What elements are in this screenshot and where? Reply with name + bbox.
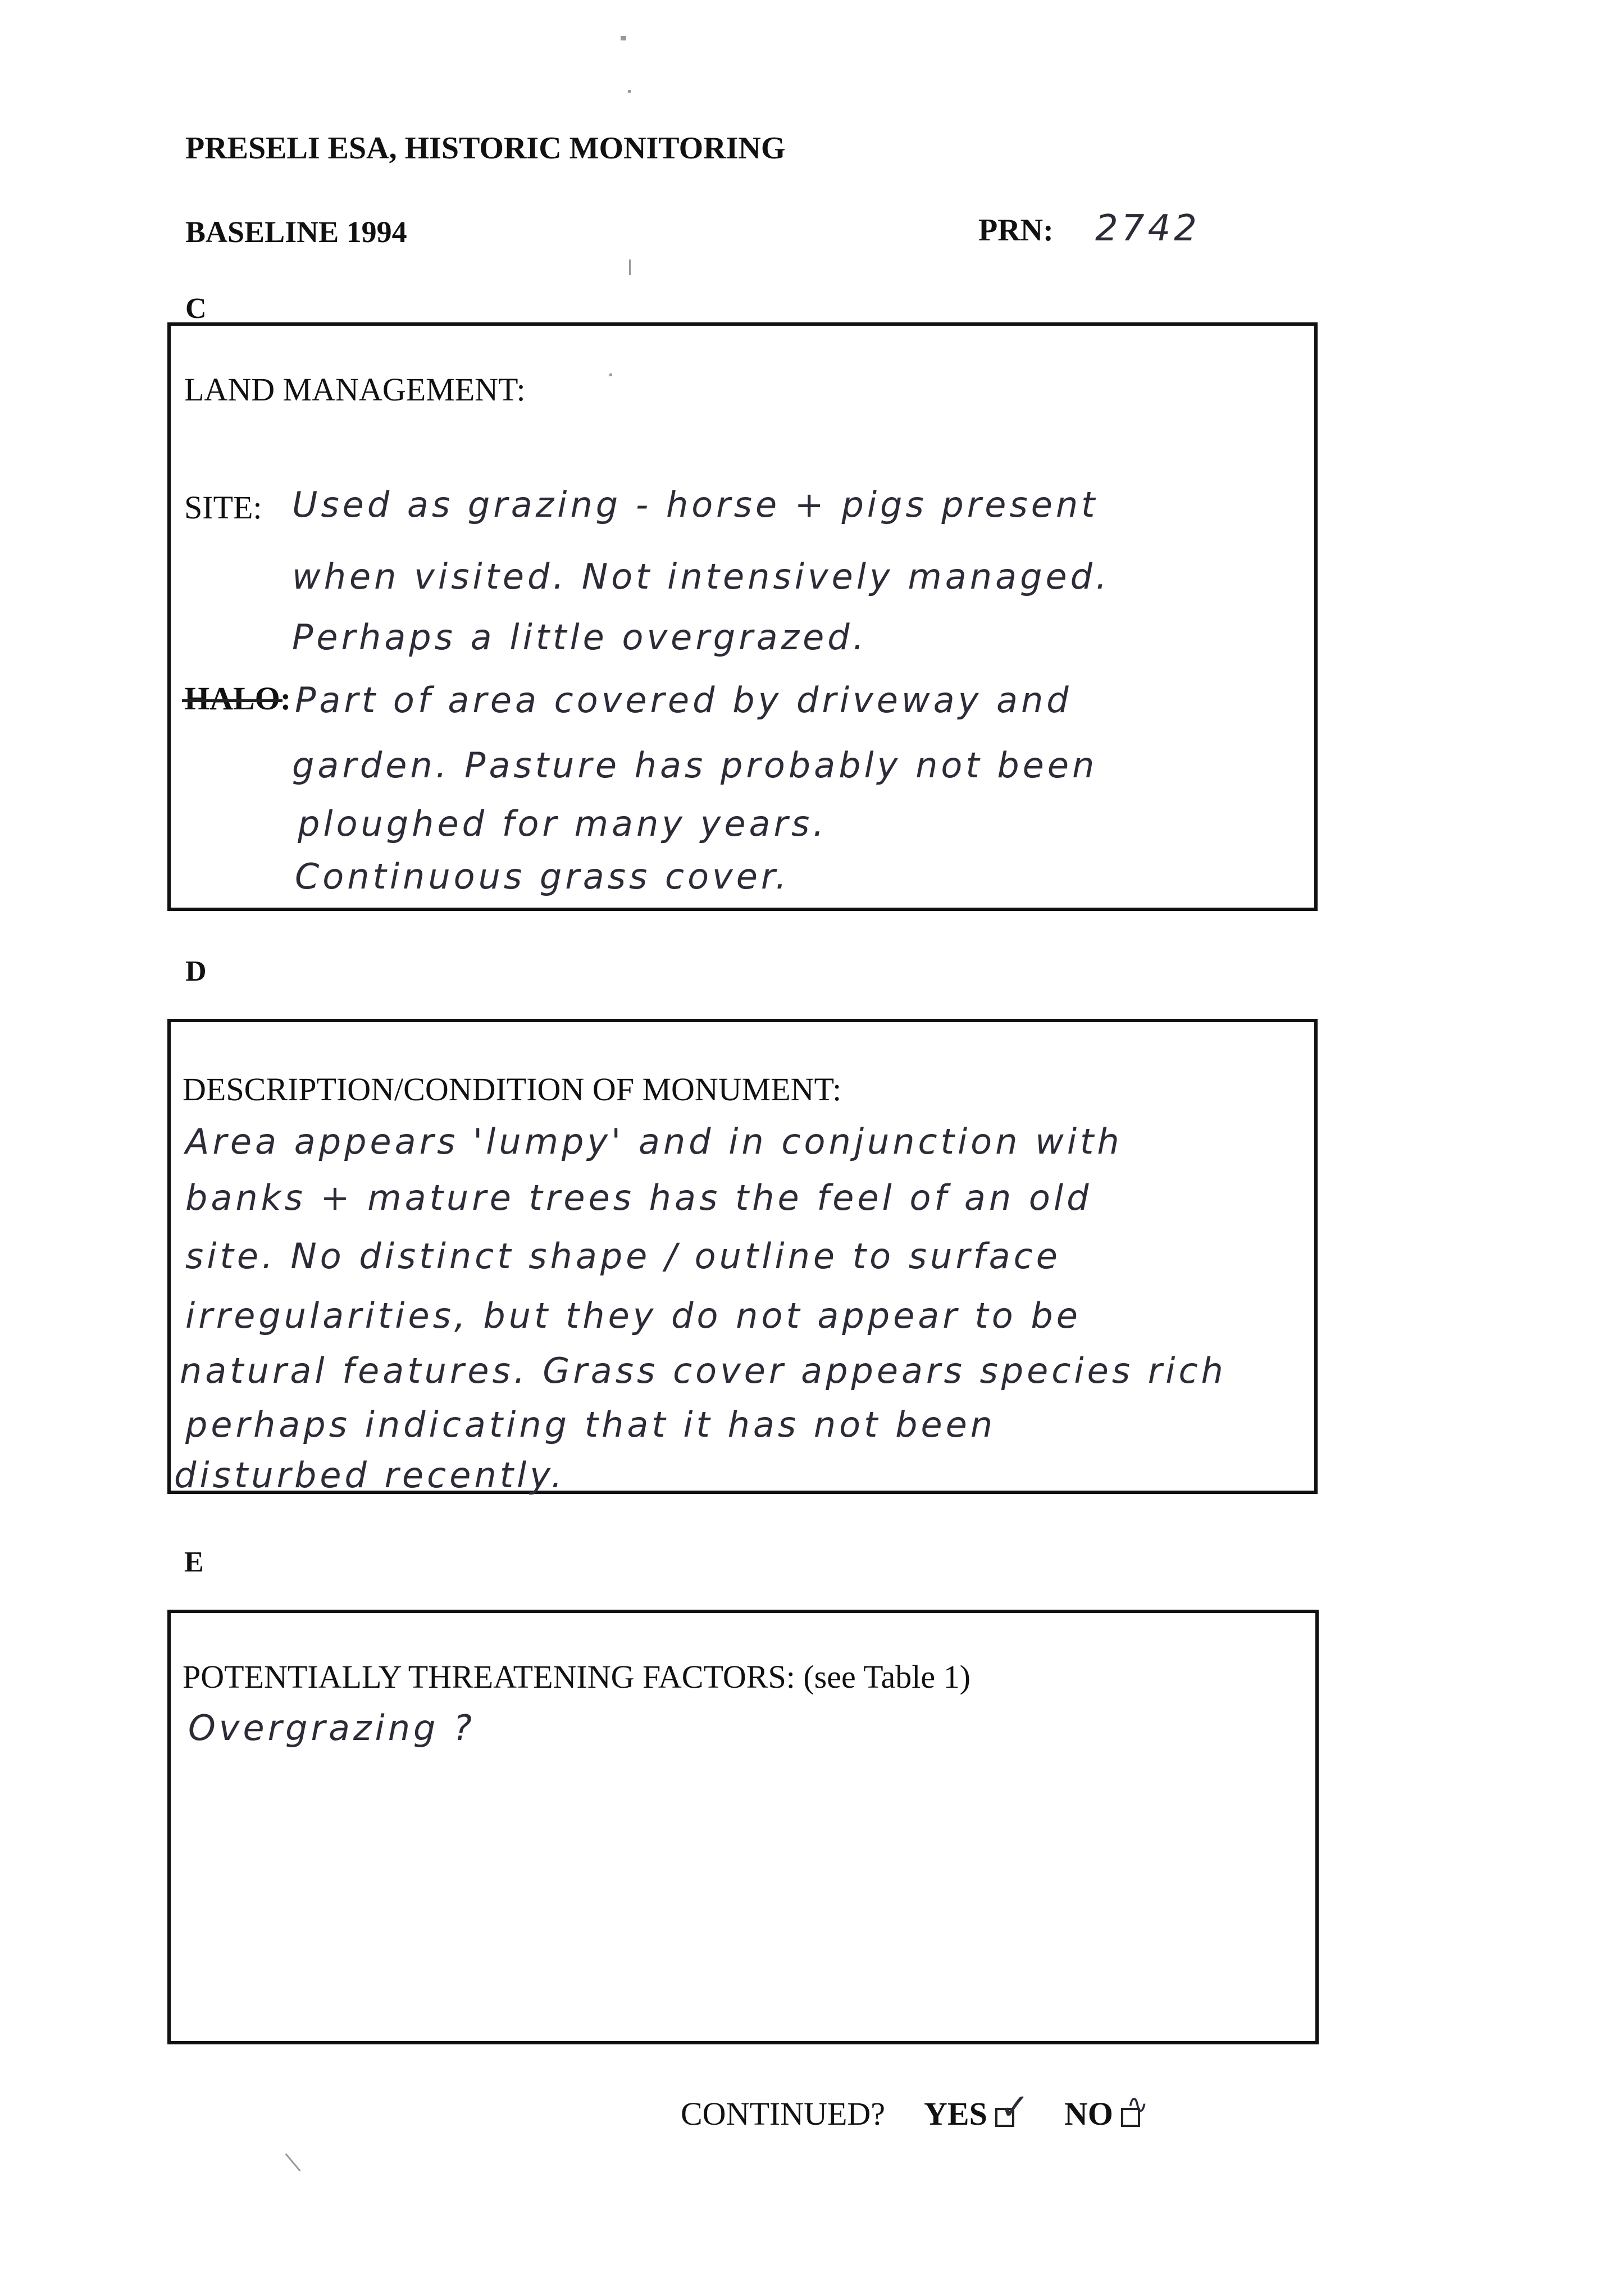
no-initials-mark-icon: ∿: [1126, 2088, 1149, 2119]
threatening-factors-line-1: Overgrazing ?: [188, 1707, 476, 1748]
description-line-4: irregularities, but they do not appear to be: [185, 1295, 1081, 1336]
description-line-5: natural features. Grass cover appears species rich: [180, 1350, 1227, 1391]
land-management-heading: LAND MANAGEMENT:: [184, 371, 526, 408]
site-line-1: Used as grazing - horse + pigs present: [292, 484, 1099, 525]
description-line-3: site. No distinct shape / outline to surface: [185, 1236, 1061, 1277]
halo-line-2: garden. Pasture has probably not been: [292, 745, 1098, 786]
scan-speck: [628, 90, 631, 93]
yes-check-mark-icon: ✓: [999, 2086, 1030, 2128]
description-line-1: Area appears 'lumpy' and in conjunction with: [185, 1121, 1123, 1162]
scan-speck: [629, 259, 631, 275]
yes-checkbox[interactable]: [995, 2086, 1030, 2128]
halo-line-1: Part of area covered by driveway and: [295, 680, 1072, 721]
halo-label: [184, 680, 291, 717]
prn-label: PRN:: [978, 213, 1054, 248]
continued-label: CONTINUED?: [681, 2095, 886, 2132]
form-title: PRESELI ESA, HISTORIC MONITORING: [185, 131, 786, 166]
halo-line-3: ploughed for many years.: [298, 803, 828, 844]
threatening-factors-heading: POTENTIALLY THREATENING FACTORS: (see Table 1): [183, 1659, 971, 1695]
continued-row: [681, 2086, 1149, 2133]
description-line-6: perhaps indicating that it has not been: [185, 1404, 996, 1445]
description-line-2: banks + mature trees has the feel of an old: [185, 1177, 1092, 1218]
scan-speck: [285, 2153, 300, 2172]
halo-label-text: HALO: [184, 680, 280, 717]
no-checkbox[interactable]: [1121, 2088, 1149, 2127]
site-line-2: when visited. Not intensively managed.: [292, 556, 1110, 597]
no-label: NO: [1064, 2095, 1113, 2132]
scan-speck: [621, 36, 626, 40]
section-d-letter: D: [185, 955, 207, 987]
halo-line-4: Continuous grass cover.: [295, 856, 790, 897]
description-heading: DESCRIPTION/CONDITION OF MONUMENT:: [183, 1071, 842, 1108]
halo-label-colon: :: [280, 680, 291, 717]
section-e-letter: E: [184, 1546, 204, 1578]
site-label: SITE:: [184, 489, 262, 526]
yes-label: YES: [924, 2095, 987, 2132]
site-line-3: Perhaps a little overgrazed.: [292, 617, 868, 658]
baseline-label: BASELINE 1994: [185, 215, 407, 249]
section-c-letter: C: [185, 293, 207, 325]
prn-value: 2742: [1095, 208, 1200, 249]
description-line-7: disturbed recently.: [174, 1455, 566, 1496]
